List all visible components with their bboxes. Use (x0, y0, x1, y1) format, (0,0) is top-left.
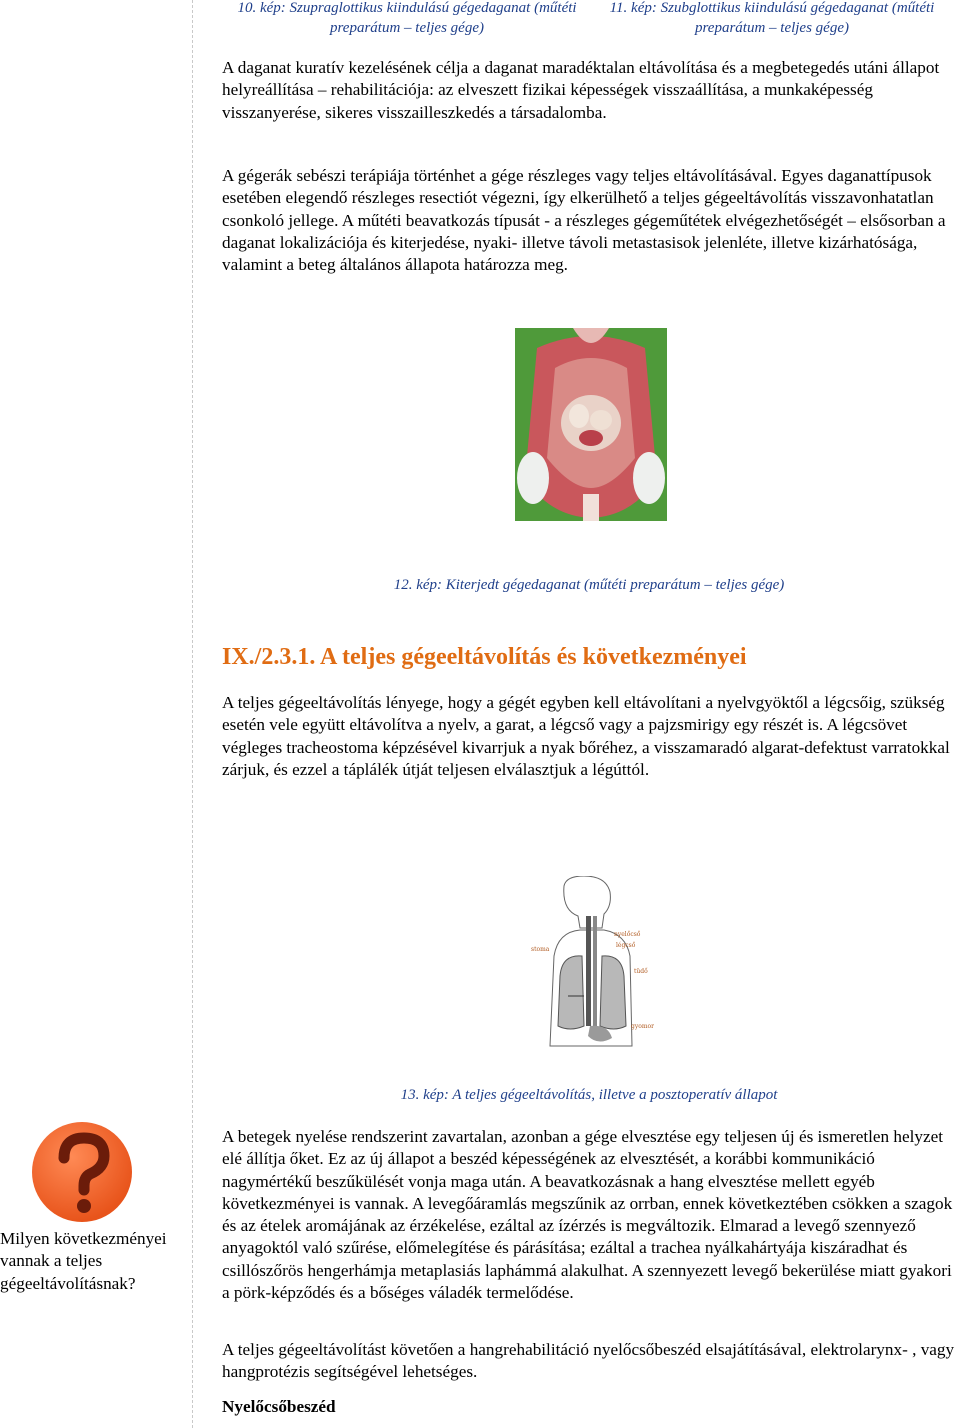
margin-divider (192, 0, 193, 1428)
label-tudo: tüdő (634, 968, 648, 975)
paragraph-rehabilitation: A teljes gégeeltávolítást követően a hangrehabilitáció nyelőcsőbeszéd elsajátításával, elektrolarynx- , vagy hangprotézis segítségével lehetséges. (222, 1340, 955, 1382)
caption-fig13: 13. kép: A teljes gégeeltávolítás, illetve a posztoperatív állapot (400, 1087, 778, 1103)
label-legcso: légcső (616, 942, 636, 949)
specimen-photo (515, 328, 667, 521)
caption-fig12: 12. kép: Kiterjedt gégedaganat (műtéti preparátum – teljes gége) (393, 577, 785, 593)
label-gyomor: gyomor (631, 1023, 655, 1030)
paragraph-total-laryngectomy: A teljes gégeeltávolítás lényege, hogy a gégét egyben kell eltávolítani a nyelvgyöktől a légcsőig, szükség esetén vele együtt eltávolítva a nyelv, a garat, a légcső vagy a pajzsmirigy egy részét is. A légcsövet végleges tracheostoma képzésével kivarrjuk a nyak bőréhez, a visszamaradó algarat-defektust varratokkal zárjuk, és ezzel a táplálék útját teljesen elválasztjuk a légúttól. (222, 693, 950, 779)
anatomy-illustration (528, 876, 656, 1058)
paragraph-consequences: A betegek nyelése rendszerint zavartalan, azonban a gége elvesztése egy teljesen új és ismeretlen helyzet elé állítja őket. Ez az új állapot a beszéd képességének az elvesztését, a korábbi kommunikáció nagymértékű beszűkülését vonja maga után. A beavatkozásnak a hang elvesztése mellett egyéb következményei is vannak. A levegőáramlás megszűnik az orrban, ennek következtében csökken a szagok és az ételek aromájának az érzékelése, ezáltal az ízérzés is megváltozik. Elmarad a levegő szennyező anyagoktól való szűrése, előmelegítése és párásítása; ezáltal a trachea nyálkahártyája kiszáradhat és csillószőrös hengerhámja metaplasiás laphámmá alakulhat. A szennyezett levegő bekerülése miatt gyakori a pörk-képződés és a bőséges váladék termelődése. (222, 1127, 953, 1303)
caption-fig11: 11. kép: Szubglottikus kiindulású gégedaganat (műtéti preparátum – teljes gége) (609, 0, 935, 36)
paragraph-surgery: A gégerák sebészi terápiája történhet a gége részleges vagy teljes eltávolításával. Egyes daganattípusok esetében elegendő részleges resectiót végezni, így elkerülhető a teljes gégeeltávolítás visszavonhatatlan csonkoló jellege. A műtéti beavatkozás típusát - a részleges gégeműtétek elvégezhetőségét – elsősorban a daganat lokalizációja és kiterjedése, nyaki- illetve távoli metastasisok jelenléte, illetve kizárhatósága, valamint a beteg általános állapota határozza meg. (222, 166, 946, 275)
label-nyelocso: nyelőcső (614, 931, 641, 938)
specimen-illustration (515, 328, 667, 521)
section-heading: IX./2.3.1. A teljes gégeeltávolítás és következményei (222, 644, 747, 670)
side-question: Milyen következményei vannak a teljes gégeeltávolításnak? (0, 1229, 167, 1293)
caption-fig10: 10. kép: Szupraglottikus kiindulású gégedaganat (műtéti preparátum – teljes gége) (237, 0, 577, 36)
paragraph-goal: A daganat kuratív kezelésének célja a daganat maradéktalan eltávolítása és a megbetegedés utáni állapot helyreállítása – rehabilitációja: az elveszett fizikai képességek visszaállítása, a munkaképesség visszanyerése, sikeres visszailleszkedés a társadalomba. (222, 58, 940, 122)
subheading-esophageal-speech: Nyelőcsőbeszéd (222, 1397, 336, 1416)
anatomy-diagram (528, 876, 656, 1058)
question-icon (30, 1120, 134, 1224)
label-stoma: stoma (531, 946, 550, 953)
